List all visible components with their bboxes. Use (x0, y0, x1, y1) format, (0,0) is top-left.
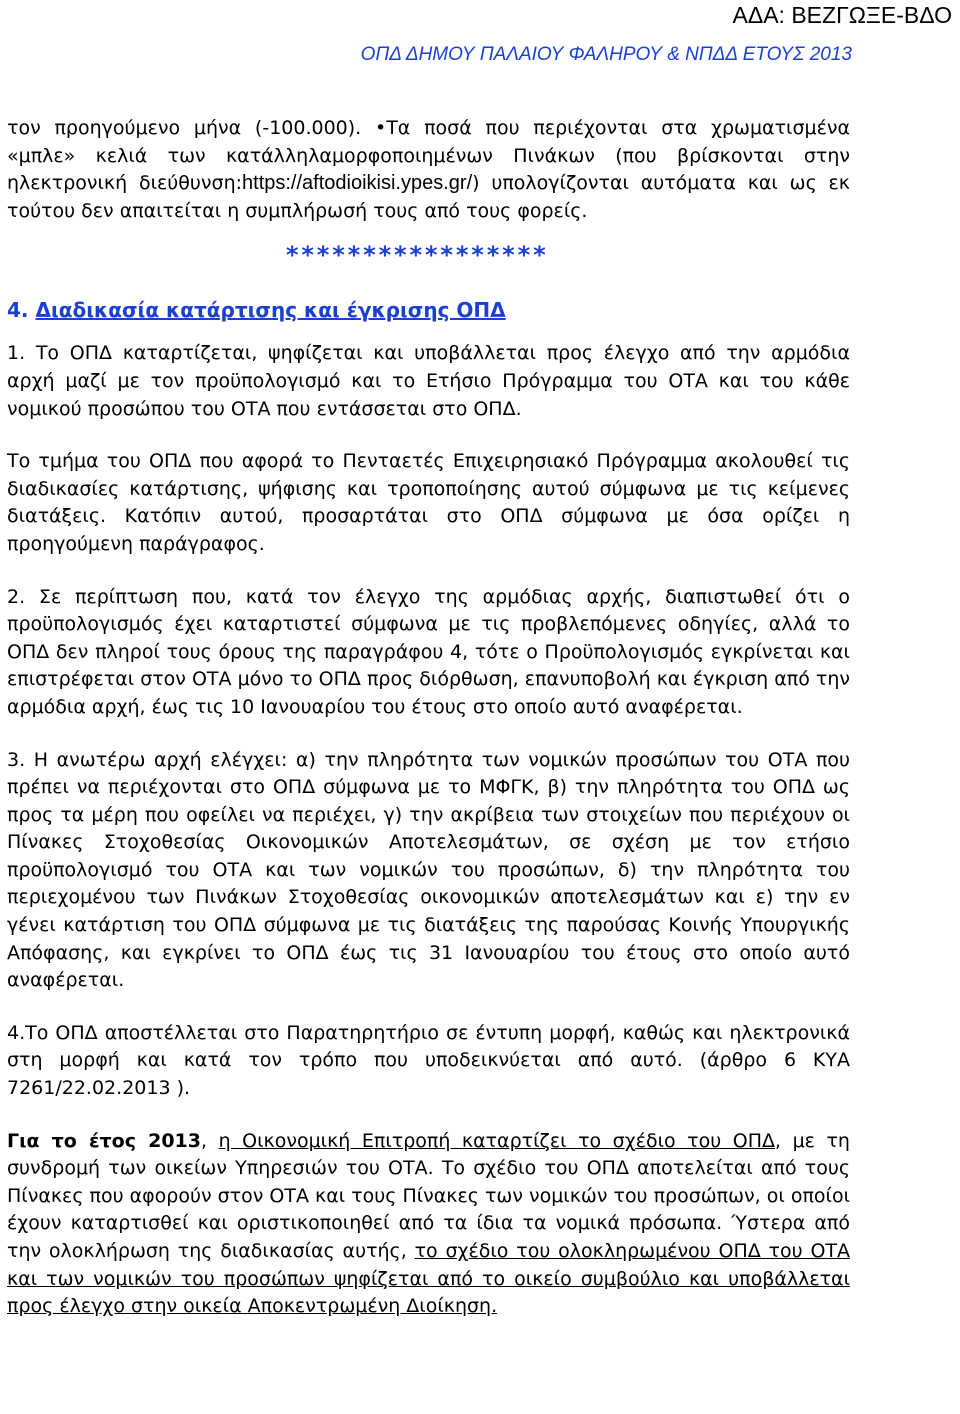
paragraph-4: 3. Η ανωτέρω αρχή ελέγχει: α) την πληρότητα των νομικών προσώπων του ΟΤΑ που πρέπει να περιέχονται στο ΟΠΔ σύμφωνα με το ΜΦΓΚ, β) την πληρότητα του ΟΠΔ ως προς τα μέρη που οφείλει να περιέχει, γ) την ακρίβεια των στοιχείων που περιέχουν οι Πίνακες Στοχοθεσίας Οικονομικών Αποτελεσμάτων, σε σχέση με τον ετήσιο προϋπολογισμό του ΟΤΑ και των νομικών του προσώπων, δ) την πληρότητα του περιεχομένου των Πινάκων Στοχοθεσίας οικονομικών αποτελεσμάτων και ε) την εν γένει κατάρτιση του ΟΠΔ σύμφωνα με τις διατάξεις της παρούσας Κοινής Υπουργικής Απόφασης, και εγκρίνει το ΟΠΔ έως τις 31 Ιανουαρίου του έτους στο οποίο αυτό αναφέρεται. (7, 748, 850, 992)
ada-code: ΑΔΑ: ΒΕΖΓΩΞΕ-ΒΔΟ (732, 2, 952, 28)
intro-text-start: τον προηγούμενο μήνα (-100.000). •Τα ποσά που περιέχονται στα χρωματισμένα «μπλε» κελιά των κατάλληλαμορφοποιημένων Πινάκων (που βρίσκονται στην ηλεκτρονική διεύθυνση: (7, 117, 850, 195)
underlined-committee: η Οικονομική Επιτροπή καταρτίζει το σχέδιο του ΟΠΔ (218, 1129, 776, 1152)
underlined-draft-approval: το σχέδιο του ολοκληρωμένου ΟΠΔ του ΟΤΑ και των νομικών του προσώπων ψηφίζεται από το οικείο συμβούλιο και υποβάλλεται προς έλεγχο στην οικεία Αποκεντρωμένη Διοίκηση. (7, 1240, 850, 1318)
document-body (7, 115, 850, 1321)
final-paragraph (7, 1128, 850, 1321)
running-header: ΟΠΔ ΔΗΜΟΥ ΠΑΛΑΙΟΥ ΦΑΛΗΡΟΥ & ΝΠΔΔ ΕΤΟΥΣ 2013 (360, 44, 852, 65)
ypes-url: https://aftodioikisi.ypes.gr/ (242, 172, 473, 195)
paragraph-1: 1. Το ΟΠΔ καταρτίζεται, ψηφίζεται και υποβάλλεται προς έλεγχο από την αρμόδια αρχή μαζί με τον προϋπολογισμό και το Ετήσιο Πρόγραμμα του ΟΤΑ και του κάθε νομικού προσώπου του ΟΤΑ που εντάσσεται στο ΟΠΔ. (7, 342, 850, 420)
section-title: Διαδικασία κατάρτισης και έγκρισης ΟΠΔ (35, 298, 506, 323)
final-middle-text: , με τη συνδρομή των οικείων Υπηρεσιών του ΟΤΑ. Το σχέδιο του ΟΠΔ αποτελείται από τους Πίνακες που αφορούν στον ΟΤΑ και τους Πίνακες των νομικών του προσώπων, οι οποίοι έχουν καταρτισθεί και οριστικοποιηθεί από τα ίδια τα νομικά πρόσωπα. Ύστερα από την ολοκλήρωση της διαδικασίας αυτής, (7, 1129, 850, 1262)
asterisk-separator: ***************** (285, 241, 548, 270)
bold-lead: Για το έτος 2013 (7, 1129, 201, 1152)
section-number: 4. (7, 298, 29, 323)
intro-paragraph (7, 115, 850, 225)
paragraph-3: 2. Σε περίπτωση που, κατά τον έλεγχο της αρμόδιας αρχής, διαπιστωθεί ότι ο προϋπολογισμός έχει καταρτιστεί σύμφωνα με τις προβλεπόμενες οδηγίες, αλλά το ΟΠΔ δεν πληροί τους όρους της παραγράφου 4, τότε ο Προϋπολογισμός εγκρίνεται και επιστρέφεται στον ΟΤΑ μόνο το ΟΠΔ προς διόρθωση, επανυποβολή και έγκριση από την αρμόδια αρχή, έως τις 10 Ιανουαρίου του έτους στο οποίο αυτό αναφέρεται. (7, 585, 850, 718)
comma: , (200, 1129, 219, 1152)
intro-text-end: ) υπολογίζονται αυτόματα και ως εκ τούτου δεν απαιτείται η συμπλήρωσή τους από τους φορείς. (7, 172, 851, 222)
paragraph-5: 4.Το ΟΠΔ αποστέλλεται στο Παρατηρητήριο σε έντυπη μορφή, καθώς και ηλεκτρονικά στη μορφή και κατά τον τρόπο που υποδεικνύεται από αυτό. (άρθρο 6 ΚΥΑ 7261/22.02.2013 ). (7, 1021, 850, 1100)
section-heading (7, 296, 850, 324)
paragraph-2: Το τμήμα του ΟΠΔ που αφορά το Πενταετές Επιχειρησιακό Πρόγραμμα ακολουθεί τις διαδικασίες κατάρτισης, ψήφισης και τροποποίησης αυτού σύμφωνα με τις κείμενες διατάξεις. Κατόπιν αυτού, προσαρτάται στο ΟΠΔ σύμφωνα με όσα ορίζει η προηγούμενη παράγραφος. (7, 450, 850, 555)
